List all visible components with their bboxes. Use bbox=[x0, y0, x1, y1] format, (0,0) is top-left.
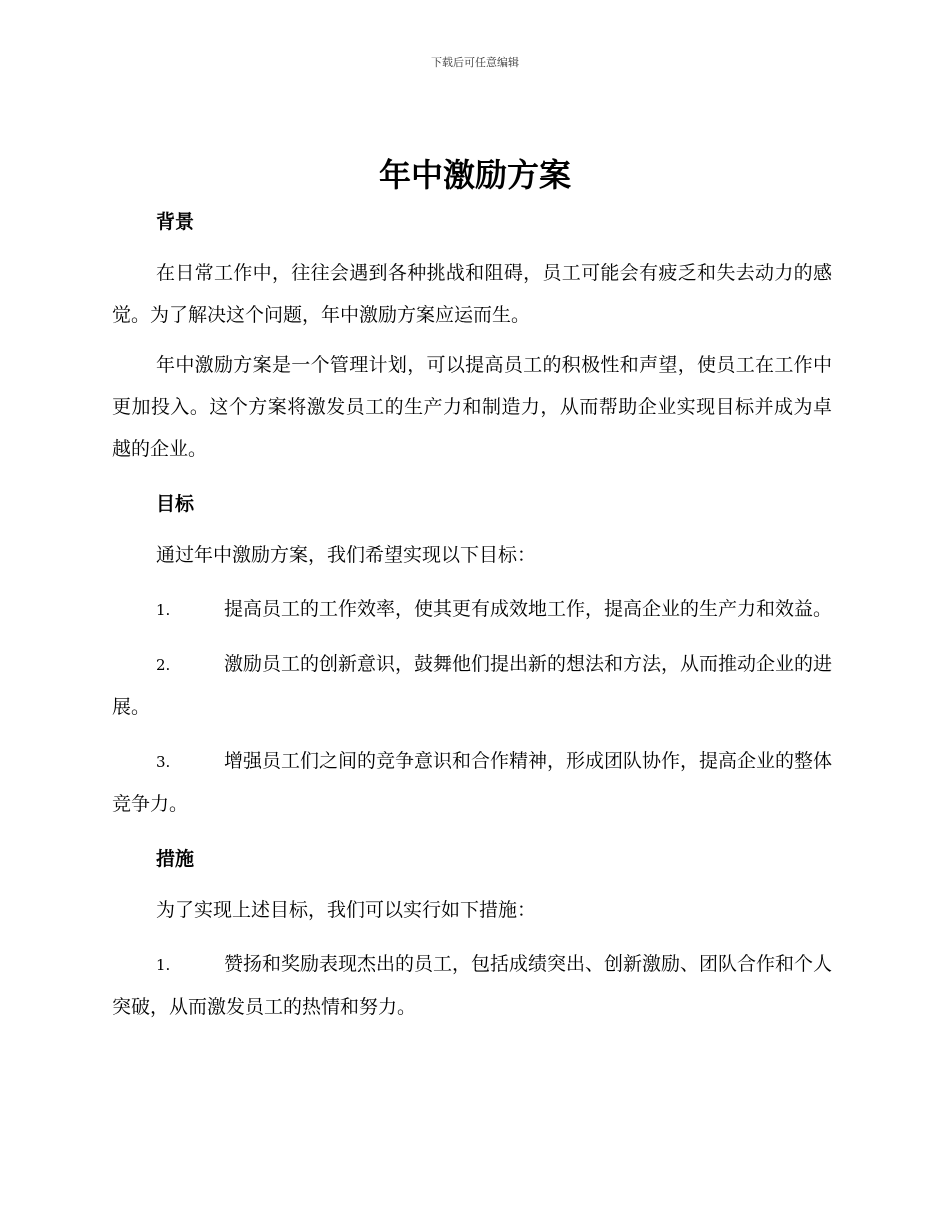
document-body bbox=[112, 200, 832, 1028]
section-heading-measures: 措施 bbox=[156, 848, 195, 870]
list-item-number: 2. bbox=[156, 656, 171, 674]
list-item-number: 3. bbox=[156, 753, 171, 771]
list-item bbox=[112, 943, 832, 1028]
list-item bbox=[112, 643, 832, 728]
paragraph: 在日常工作中，往往会遇到各种挑战和阻碍，员工可能会有疲乏和失去动力的感觉。为了解决这个问题，年中激励方案应运而生。 bbox=[112, 262, 832, 326]
list-item-text: 提高员工的工作效率，使其更有成效地工作，提高企业的生产力和效益。 bbox=[224, 598, 833, 620]
list-item-text: 增强员工们之间的竞争意识和合作精神，形成团队协作，提高企业的整体竞争力。 bbox=[112, 750, 833, 815]
list-item bbox=[112, 588, 832, 631]
list-item bbox=[112, 740, 832, 825]
list-item-text: 激励员工的创新意识，鼓舞他们提出新的想法和方法，从而推动企业的进展。 bbox=[112, 653, 833, 718]
goals-intro: 通过年中激励方案，我们希望实现以下目标： bbox=[156, 544, 537, 566]
header-note: 下载后可任意编辑 bbox=[431, 56, 519, 69]
paragraph: 年中激励方案是一个管理计划，可以提高员工的积极性和声望，使员工在工作中更加投入。这个方案将激发员工的生产力和制造力，从而帮助企业实现目标并成为卓越的企业。 bbox=[112, 354, 832, 460]
list-item-number: 1. bbox=[156, 601, 171, 619]
section-heading-background: 背景 bbox=[156, 211, 195, 233]
section-heading-goals: 目标 bbox=[156, 493, 195, 515]
list-item-text: 赞扬和奖励表现杰出的员工，包括成绩突出、创新激励、团队合作和个人突破，从而激发员工的热情和努力。 bbox=[112, 953, 833, 1018]
document-title: 年中激励方案 bbox=[378, 156, 571, 194]
list-item-number: 1. bbox=[156, 956, 171, 974]
measures-intro: 为了实现上述目标，我们可以实行如下措施： bbox=[156, 899, 537, 921]
